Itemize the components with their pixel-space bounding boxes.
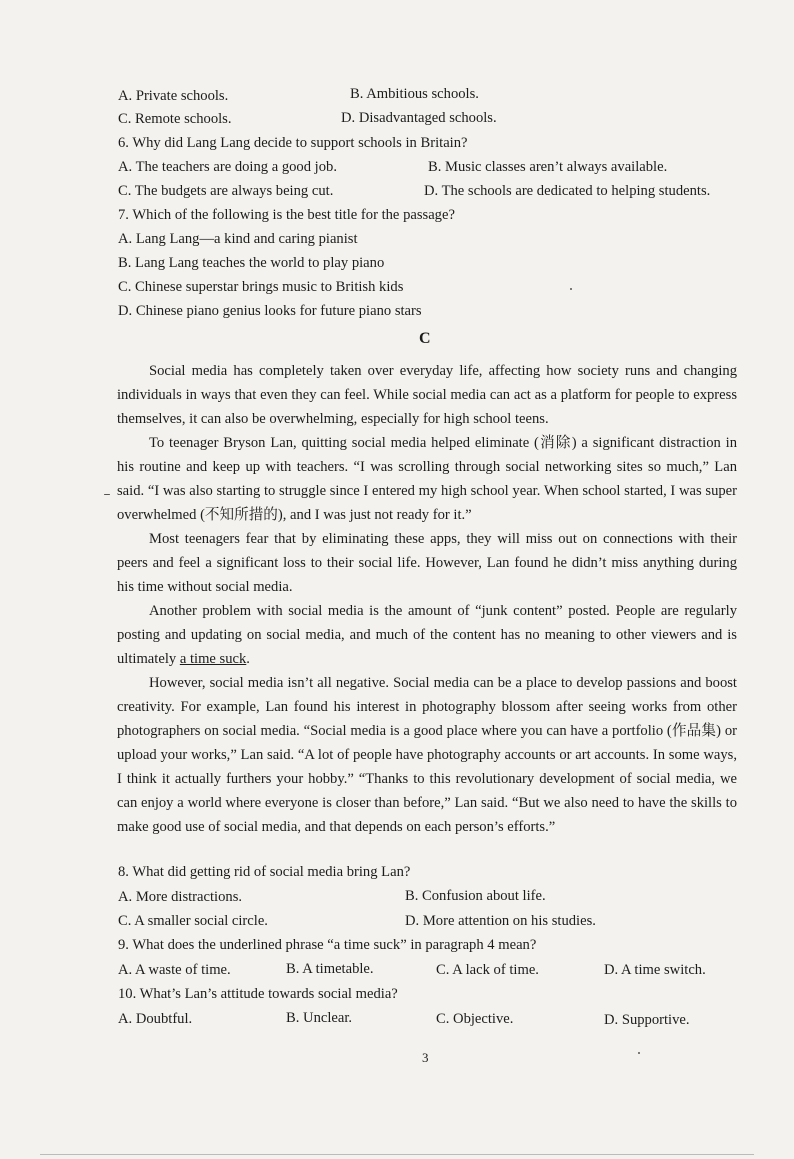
q5-option-a: A. Private schools. (118, 88, 229, 104)
page-bottom-edge (40, 1154, 754, 1155)
underlined-phrase: a time suck (179, 651, 247, 667)
paragraph-3-text: Most teenagers fear that by eliminating these apps, they will miss out on connections with their peers and feel a significant loss to their social life. However, Lan found he didn’t miss anything during his time without social media. (117, 531, 737, 595)
q8-option-b: B. Confusion about life. (405, 888, 546, 904)
q10-option-b: B. Unclear. (286, 1010, 353, 1026)
passage-paragraph-5 (117, 671, 737, 839)
q8-option-d: D. More attention on his studies. (405, 913, 596, 929)
q5-option-c: C. Remote schools. (118, 111, 232, 127)
q7-option-b: B. Lang Lang teaches the world to play piano (118, 255, 385, 271)
q6-option-d: D. The schools are dedicated to helping students. (424, 183, 711, 199)
scan-speck (104, 494, 110, 495)
scan-speck (638, 1052, 640, 1054)
q10-option-a: A. Doubtful. (118, 1011, 193, 1027)
q9-option-c: C. A lack of time. (436, 962, 539, 978)
paragraph-4-end: . (246, 651, 250, 667)
paragraph-1-text: Social media has completely taken over everyday life, affecting how society runs and changing individuals in ways that even they can feel. While social media can act as a platform for people to express themselves, it can also be overwhelming, especially for high school teens. (117, 363, 737, 427)
q8-option-c: C. A smaller social circle. (118, 913, 268, 929)
section-heading: C (419, 330, 431, 347)
q7-option-c: C. Chinese superstar brings music to British kids (118, 279, 404, 295)
q7-stem: 7. Which of the following is the best title for the passage? (118, 207, 455, 223)
q6-option-b: B. Music classes aren’t always available. (428, 159, 668, 175)
passage-paragraph-3 (117, 527, 737, 599)
passage-paragraph-1 (117, 359, 737, 431)
q9-option-a: A. A waste of time. (118, 962, 231, 978)
passage-paragraph-2 (117, 431, 737, 527)
q6-option-a: A. The teachers are doing a good job. (118, 159, 337, 175)
scan-speck (570, 288, 572, 290)
q6-option-c: C. The budgets are always being cut. (118, 183, 334, 199)
q8-option-a: A. More distractions. (118, 889, 243, 905)
passage-paragraph-4 (117, 599, 737, 671)
q10-stem: 10. What’s Lan’s attitude towards social media? (118, 986, 398, 1002)
q9-stem: 9. What does the underlined phrase “a time suck” in paragraph 4 mean? (118, 937, 537, 953)
q9-option-d: D. A time switch. (604, 962, 706, 978)
page-number: 3 (422, 1050, 429, 1065)
paragraph-2-text: To teenager Bryson Lan, quitting social media helped eliminate (消除) a significant distraction in his routine and keep up with teachers. “I was scrolling through social networking sites so much,” Lan said. “I was also starting to struggle since I entered my high school year. When school started, I was super overwhelmed (不知所措的), and I was just not ready for it.” (117, 435, 737, 523)
q5-option-b: B. Ambitious schools. (350, 86, 479, 102)
q7-option-d: D. Chinese piano genius looks for future piano stars (118, 303, 422, 319)
q8-stem: 8. What did getting rid of social media bring Lan? (118, 864, 411, 880)
q6-stem: 6. Why did Lang Lang decide to support schools in Britain? (118, 135, 468, 151)
q9-option-b: B. A timetable. (286, 961, 374, 977)
q7-option-a: A. Lang Lang—a kind and caring pianist (118, 231, 358, 247)
q10-option-c: C. Objective. (436, 1011, 514, 1027)
q10-option-d: D. Supportive. (604, 1012, 690, 1028)
paragraph-5-text: However, social media isn’t all negative. Social media can be a place to develop passions and boost creativity. For example, Lan found his interest in photography blossom after seeing works from other photographers on social media. “Social media is a good place where you can have a portfolio (作品集) or upload your works,” Lan said. “A lot of people have photography accounts or art accounts. In some ways, I think it actually furthers your hobby.” “Thanks to this revolutionary development of social media, we can enjoy a world where everyone is closer than before,” Lan said. “But we also need to have the skills to make good use of social media, and that depends on each person’s efforts.” (117, 675, 737, 835)
paragraph-4-text: Another problem with social media is the amount of “junk content” posted. People are regularly posting and updating on social media, and much of the content has no meaning to other viewers and is ultimately (117, 603, 737, 667)
q5-option-d: D. Disadvantaged schools. (341, 110, 497, 126)
